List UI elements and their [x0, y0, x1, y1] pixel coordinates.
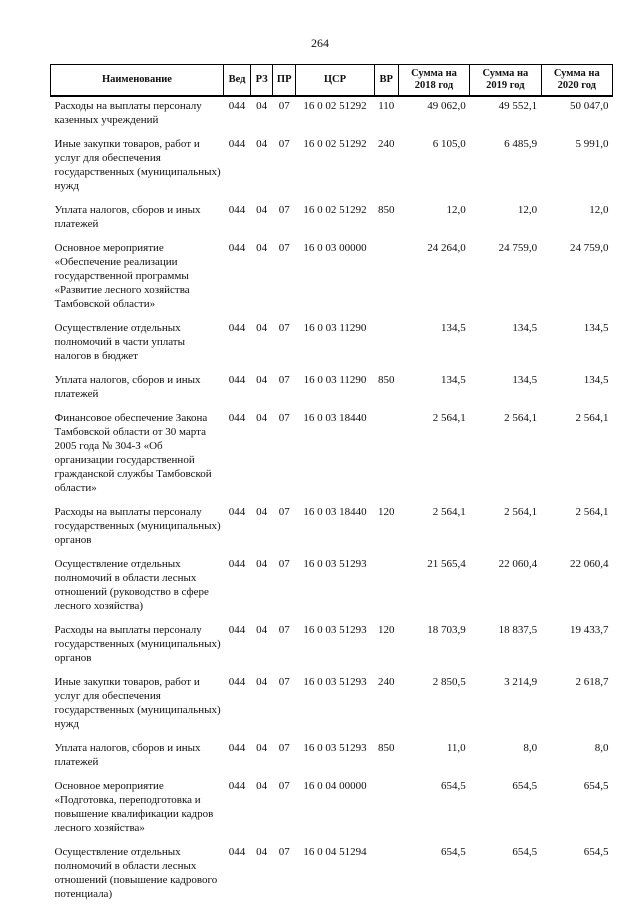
cell-sum-2019: 12,0 — [517, 204, 538, 216]
cell-vr — [374, 843, 398, 909]
cell-csr: 16 0 02 51292 — [303, 204, 367, 216]
table-header-row — [51, 65, 613, 97]
cell-ved: 044 — [228, 676, 246, 688]
cell-sum-2018: 24 264,0 — [427, 242, 466, 254]
cell-sum-2020: 654,5 — [583, 846, 609, 858]
cell-vr: 850 — [378, 742, 395, 754]
cell-name: Осуществление отдельных полномочий в области лесных отношений (руководство в сфере лесного хозяйства) — [54, 558, 209, 612]
cell-sum-2019: 6 485,9 — [504, 138, 538, 150]
cell-name: Уплата налогов, сборов и иных платежей — [54, 204, 201, 230]
cell-ved: 044 — [228, 242, 246, 254]
cell-rz: 04 — [256, 780, 268, 792]
cell-vr — [374, 777, 398, 843]
cell-pr: 07 — [278, 780, 290, 792]
cell-sum-2018: 654,5 — [440, 846, 466, 858]
table-row — [51, 201, 613, 239]
cell-vr: 120 — [378, 506, 395, 518]
cell-csr: 16 0 03 11290 — [303, 322, 367, 334]
cell-name: Уплата налогов, сборов и иных платежей — [54, 742, 201, 768]
cell-rz: 04 — [256, 558, 268, 570]
cell-rz: 04 — [256, 100, 268, 112]
page-number: 264 — [311, 36, 329, 50]
cell-sum-2019: 18 837,5 — [498, 624, 538, 636]
cell-ved: 044 — [228, 780, 246, 792]
cell-ved: 044 — [228, 100, 246, 112]
header-name: Наименование — [51, 65, 224, 97]
cell-pr: 07 — [278, 138, 290, 150]
table-row — [51, 371, 613, 409]
cell-ved: 044 — [228, 204, 246, 216]
cell-sum-2018: 49 062,0 — [427, 100, 466, 112]
cell-sum-2019: 22 060,4 — [498, 558, 538, 570]
cell-rz: 04 — [256, 204, 268, 216]
cell-sum-2019: 49 552,1 — [498, 100, 538, 112]
cell-vr — [374, 409, 398, 503]
cell-sum-2020: 134,5 — [583, 374, 609, 386]
cell-rz: 04 — [256, 742, 268, 754]
cell-pr: 07 — [278, 676, 290, 688]
cell-pr: 07 — [278, 100, 290, 112]
table-row — [51, 503, 613, 555]
cell-rz: 04 — [256, 506, 268, 518]
header-csr: ЦСР — [296, 65, 374, 97]
cell-ved: 044 — [228, 138, 246, 150]
cell-pr: 07 — [278, 322, 290, 334]
table-row — [51, 96, 613, 135]
table-row — [51, 555, 613, 621]
cell-ved: 044 — [228, 374, 246, 386]
cell-rz: 04 — [256, 624, 268, 636]
cell-ved: 044 — [228, 846, 246, 858]
cell-sum-2018: 134,5 — [440, 374, 466, 386]
header-pr: ПР — [273, 65, 296, 97]
cell-sum-2019: 134,5 — [512, 322, 538, 334]
cell-rz: 04 — [256, 322, 268, 334]
cell-sum-2019: 654,5 — [512, 780, 538, 792]
cell-name: Иные закупки товаров, работ и услуг для обеспечения государственных (муниципальных) нужд — [54, 676, 221, 730]
cell-vr: 240 — [378, 138, 395, 150]
header-sum-2020: Сумма на 2020 год — [541, 65, 612, 97]
cell-csr: 16 0 02 51292 — [303, 138, 367, 150]
cell-name: Уплата налогов, сборов и иных платежей — [54, 374, 201, 400]
cell-rz: 04 — [256, 242, 268, 254]
cell-csr: 16 0 03 18440 — [303, 506, 367, 518]
cell-rz: 04 — [256, 138, 268, 150]
cell-csr: 16 0 02 51292 — [303, 100, 367, 112]
header-vr: ВР — [374, 65, 398, 97]
cell-ved: 044 — [228, 322, 246, 334]
table-row — [51, 239, 613, 319]
table-body — [51, 96, 613, 909]
cell-sum-2018: 654,5 — [440, 780, 466, 792]
budget-table — [50, 64, 613, 909]
cell-pr: 07 — [278, 624, 290, 636]
cell-csr: 16 0 03 51293 — [303, 676, 367, 688]
cell-csr: 16 0 04 00000 — [303, 780, 367, 792]
cell-csr: 16 0 03 18440 — [303, 412, 367, 424]
cell-sum-2020: 50 047,0 — [570, 100, 609, 112]
cell-rz: 04 — [256, 374, 268, 386]
cell-sum-2020: 134,5 — [583, 322, 609, 334]
cell-csr: 16 0 04 51294 — [303, 846, 367, 858]
cell-vr — [374, 555, 398, 621]
cell-csr: 16 0 03 51293 — [303, 624, 367, 636]
cell-pr: 07 — [278, 204, 290, 216]
cell-sum-2018: 21 565,4 — [427, 558, 466, 570]
cell-vr — [374, 239, 398, 319]
table-row — [51, 621, 613, 673]
cell-name: Основное мероприятие «Обеспечение реализации государственной программы «Развитие лесного хозяйства Тамбовской области» — [54, 242, 190, 310]
cell-vr: 240 — [378, 676, 395, 688]
table-row — [51, 673, 613, 739]
cell-sum-2020: 654,5 — [583, 780, 609, 792]
table-row — [51, 135, 613, 201]
cell-sum-2018: 11,0 — [446, 742, 466, 754]
cell-sum-2020: 22 060,4 — [570, 558, 609, 570]
cell-sum-2018: 6 105,0 — [432, 138, 466, 150]
cell-sum-2020: 2 618,7 — [575, 676, 609, 688]
cell-sum-2018: 18 703,9 — [427, 624, 466, 636]
cell-sum-2019: 8,0 — [523, 742, 538, 754]
cell-pr: 07 — [278, 412, 290, 424]
cell-sum-2018: 12,0 — [446, 204, 466, 216]
cell-name: Финансовое обеспечение Закона Тамбовской области от 30 марта 2005 года № 304-З «Об организации государственной гражданской службы Тамбовской области» — [54, 412, 212, 494]
header-rz: РЗ — [251, 65, 273, 97]
table-row — [51, 319, 613, 371]
cell-ved: 044 — [228, 742, 246, 754]
cell-csr: 16 0 03 00000 — [303, 242, 367, 254]
cell-vr: 850 — [378, 204, 395, 216]
cell-name: Расходы на выплаты персоналу государственных (муниципальных) органов — [54, 506, 221, 546]
cell-name: Осуществление отдельных полномочий в области лесных отношений (повышение кадрового потенциала) — [54, 846, 218, 900]
cell-sum-2018: 2 564,1 — [432, 506, 466, 518]
cell-sum-2019: 24 759,0 — [498, 242, 538, 254]
header-ved: Вед — [223, 65, 250, 97]
cell-sum-2019: 2 564,1 — [504, 506, 538, 518]
table-row — [51, 409, 613, 503]
cell-vr — [374, 319, 398, 371]
cell-name: Иные закупки товаров, работ и услуг для обеспечения государственных (муниципальных) нужд — [54, 138, 221, 192]
cell-sum-2020: 12,0 — [589, 204, 609, 216]
cell-sum-2020: 2 564,1 — [575, 412, 609, 424]
cell-pr: 07 — [278, 846, 290, 858]
cell-ved: 044 — [228, 558, 246, 570]
cell-sum-2019: 134,5 — [512, 374, 538, 386]
header-sum-2018: Сумма на 2018 год — [398, 65, 469, 97]
cell-sum-2020: 24 759,0 — [570, 242, 609, 254]
cell-rz: 04 — [256, 412, 268, 424]
table-row — [51, 843, 613, 909]
cell-csr: 16 0 03 51293 — [303, 742, 367, 754]
cell-sum-2020: 5 991,0 — [575, 138, 609, 150]
cell-rz: 04 — [256, 676, 268, 688]
cell-pr: 07 — [278, 742, 290, 754]
cell-pr: 07 — [278, 558, 290, 570]
cell-pr: 07 — [278, 374, 290, 386]
cell-vr: 120 — [378, 624, 395, 636]
cell-sum-2018: 134,5 — [440, 322, 466, 334]
cell-name: Основное мероприятие «Подготовка, переподготовка и повышение квалификации кадров лесного хозяйства» — [54, 780, 214, 834]
cell-ved: 044 — [228, 624, 246, 636]
cell-sum-2019: 2 564,1 — [504, 412, 538, 424]
cell-name: Расходы на выплаты персоналу казенных учреждений — [54, 100, 202, 126]
cell-pr: 07 — [278, 506, 290, 518]
cell-sum-2018: 2 850,5 — [432, 676, 466, 688]
cell-sum-2020: 8,0 — [594, 742, 609, 754]
cell-csr: 16 0 03 51293 — [303, 558, 367, 570]
cell-sum-2020: 19 433,7 — [570, 624, 609, 636]
cell-sum-2018: 2 564,1 — [432, 412, 466, 424]
cell-vr: 850 — [378, 374, 395, 386]
table-row — [51, 777, 613, 843]
header-sum-2019: Сумма на 2019 год — [470, 65, 541, 97]
cell-ved: 044 — [228, 412, 246, 424]
cell-name: Осуществление отдельных полномочий в части уплаты налогов в бюджет — [54, 322, 185, 362]
cell-pr: 07 — [278, 242, 290, 254]
cell-sum-2019: 654,5 — [512, 846, 538, 858]
cell-name: Расходы на выплаты персоналу государственных (муниципальных) органов — [54, 624, 221, 664]
cell-csr: 16 0 03 11290 — [303, 374, 367, 386]
cell-rz: 04 — [256, 846, 268, 858]
cell-sum-2019: 3 214,9 — [504, 676, 538, 688]
table-row — [51, 739, 613, 777]
cell-sum-2020: 2 564,1 — [575, 506, 609, 518]
cell-ved: 044 — [228, 506, 246, 518]
cell-vr: 110 — [378, 100, 395, 112]
